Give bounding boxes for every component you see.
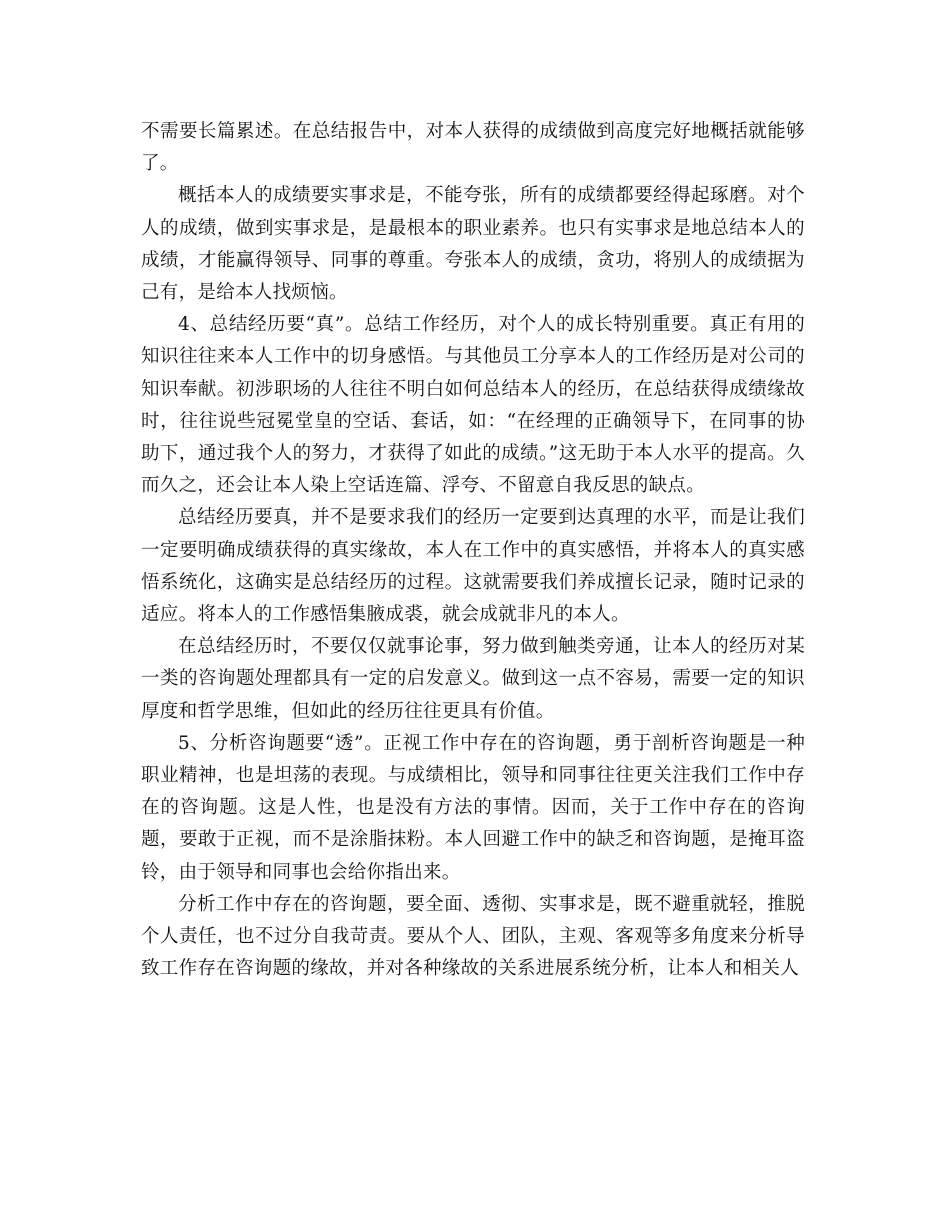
- document-body: [141, 116, 805, 985]
- paragraph-experience-analogy: 在总结经历时，不要仅仅就事论事，努力做到触类旁通，让本人的经历对某一类的咨询题处理都具有一定的启发意义。做到这一点不容易，需要一定的知识厚度和哲学思维，但如此的经历往往更具有价值。: [141, 636, 805, 722]
- paragraph-summarize-achievements: 概括本人的成绩要实事求是，不能夸张，所有的成绩都要经得起琢磨。对个人的成绩，做到实事求是，是最根本的职业素养。也只有实事求是地总结本人的成绩，才能赢得领导、同事的尊重。夸张本人的成绩，贪功，将别人的成绩据为己有，是给本人找烦恼。: [141, 185, 805, 304]
- paragraph-section-5-problems: 5、分析咨询题要“透”。正视工作中存在的咨询题，勇于剖析咨询题是一种职业精神，也是坦荡的表现。与成绩相比，领导和同事往往更关注我们工作中存在的咨询题。这是人性，也是没有方法的事情。因而，关于工作中存在的咨询题，要敢于正视，而不是涂脂抹粉。本人回避工作中的缺乏和咨询题，是掩耳盗铃，由于领导和同事也会给你指出来。: [141, 732, 805, 883]
- paragraph-continuation: 不需要长篇累述。在总结报告中，对本人获得的成绩做到高度完好地概括就能够了。: [141, 121, 805, 175]
- paragraph-section-4-experience: 4、总结经历要“真”。总结工作经历，对个人的成长特别重要。真正有用的知识往往来本人工作中的切身感悟。与其他员工分享本人的工作经历是对公司的知识奉献。初涉职场的人往往不明白如何总结本人的经历，在总结获得成绩缘故时，往往说些冠冕堂皇的空话、套话，如：“在经理的正确领导下，在同事的协助下，通过我个人的努力，才获得了如此的成绩。”这无助于本人水平的提高。久而久之，还会让本人染上空话连篇、浮夸、不留意自我反思的缺点。: [141, 314, 805, 497]
- paragraph-analyze-problems: 分析工作中存在的咨询题，要全面、透彻、实事求是，既不避重就轻，推脱个人责任，也不过分自我苛责。要从个人、团队，主观、客观等多角度来分析导致工作存在咨询题的缘故，并对各种缘故的关系进展系统分析，让本人和相关人: [141, 893, 805, 980]
- paragraph-experience-true: 总结经历要真，并不是要求我们的经历一定要到达真理的水平，而是让我们一定要明确成绩获得的真实缘故，本人在工作中的真实感悟，并将本人的真实感悟系统化，这确实是总结经历的过程。这就需要我们养成擅长记录，随时记录的适应。将本人的工作感悟集腋成裘，就会成就非凡的本人。: [141, 507, 805, 626]
